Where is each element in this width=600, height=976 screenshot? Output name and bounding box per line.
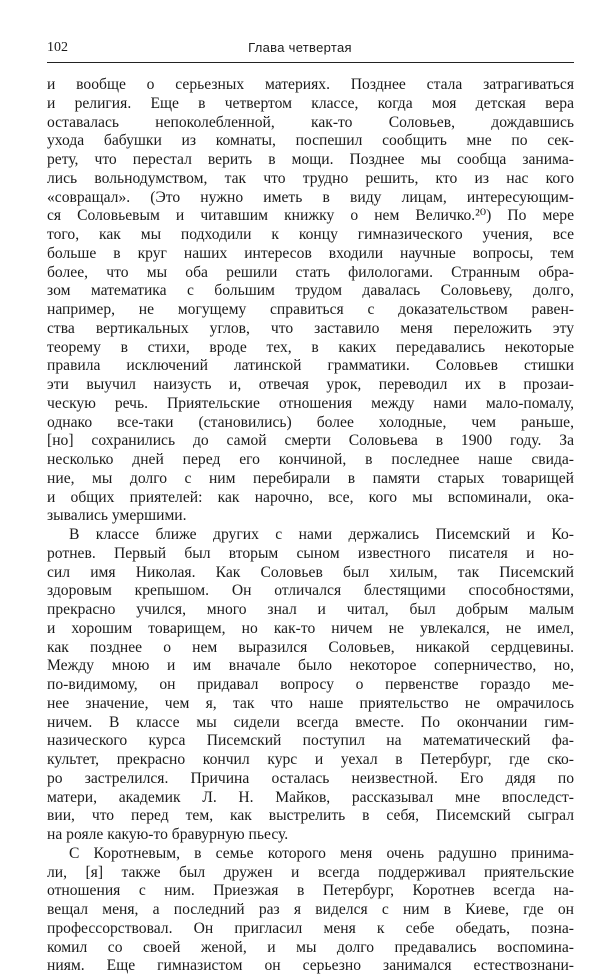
text-line: ухода бабушки из комнаты, поспешил сообщить мне по сек- [47, 132, 574, 150]
page-number: 102 [47, 40, 68, 55]
text-line: больше в круг наших интересов входили научные вопросы, тем [47, 244, 574, 262]
text-line: С Коротневым, в семье которого меня очень радушно принима- [69, 844, 574, 862]
text-line: ческую речь. Приятельские отношения между нами мало-помалу, [47, 394, 574, 412]
text-line: и религия. Еще в четвертом классе, когда моя детская вера [47, 94, 574, 112]
text-line: эти выучил наизусть и, отвечая урок, переводил их в прозаи- [47, 376, 574, 393]
text-line: более, что мы оба решили стать филологами. Странным обра- [47, 263, 574, 281]
text-line: прекрасно учился, много знал и читал, был добрым малым [47, 601, 574, 618]
text-line: ся Соловьевым и читавшим книжку о нем Величко.²⁰) По мере [47, 207, 574, 225]
running-header: Глава четвертая [248, 40, 352, 55]
text-line: здоровым крепышом. Он отличался блестящими способностями, [47, 582, 574, 600]
text-line: несколько дней перед его кончиной, в последнее наше свида- [47, 451, 574, 468]
paragraph [47, 526, 574, 845]
text-line: назического курса Писемский поступил на математический фа- [47, 732, 574, 750]
text-line: В классе ближе других с нами держались Писемский и Ко- [69, 526, 574, 543]
text-line: оставалась непоколебленной, как-то Соловьев, дождавшись [47, 113, 574, 131]
text-line: лись вольнодумством, так что трудно решить, кто из нас кого [47, 169, 574, 187]
text-line: и вообще о серьезных материях. Позднее стала затрагиваться [47, 76, 574, 93]
text-line: сил имя Николая. Как Соловьев был хилым, так Писемский [47, 563, 574, 581]
text-line: нее значение, чем я, так что наше приятельство не омрачилось [47, 694, 574, 712]
text-line: ства вертикальных углов, что заставило меня переложить эту [47, 319, 574, 337]
text-line: например, не могущему справиться с доказательством равен- [47, 301, 574, 318]
paragraph [47, 76, 574, 526]
text-line: Между мною и им вначале было некоторое соперничество, но, [47, 657, 574, 675]
text-line: ниям. Еще гимназистом он серьезно занимался естествознани- [47, 957, 574, 975]
text-line: и общих приятелей: как нарочно, все, кого мы вспоминали, ока- [47, 488, 574, 506]
text-line: профессорствовал. Он пригласил меня к себе обедать, позна- [47, 919, 574, 937]
text-line: ротнев. Первый был вторым сыном известного писателя и но- [47, 544, 574, 562]
text-line: как позднее о нем выразился Соловьев, никакой сердцевины. [47, 638, 574, 656]
text-line: и хорошим товарищем, но как-то ничем не увлекался, не имел, [47, 619, 574, 637]
text-line: зом математика с большим трудом давалась Соловьеву, долго, [47, 282, 574, 300]
header-rule [47, 62, 574, 63]
text-line: ро застрелился. Причина осталась неизвестной. Его дядя по [47, 769, 574, 787]
text-line: рету, что перестал верить в мощи. Позднее мы сообща занима- [47, 151, 574, 168]
text-line: ничем. В классе мы сидели всегда вместе. По окончании гим- [47, 713, 574, 731]
text-line: того, как мы подходили к концу гимназического учения, все [47, 226, 574, 243]
paragraph [47, 845, 574, 976]
text-line: [но] сохранились до самой смерти Соловьева в 1900 году. За [47, 432, 574, 450]
text-line: зывались умершими. [47, 507, 187, 525]
text-line: «совращал». (Это нужно иметь в виду лицам, интересующим- [47, 188, 574, 206]
page-body [47, 76, 574, 976]
text-line: вещал меня, а последний раз я виделся с ним в Киеве, где он [47, 901, 574, 918]
text-line: ние, мы долго с ним перебирали в памяти старых товарищей [47, 469, 574, 487]
text-line: ли, [я] также был дружен и всегда поддерживал приятельские [47, 863, 574, 881]
text-line: вии, что перед тем, как выстрелить в себя, Писемский сыграл [47, 807, 574, 825]
text-line: на рояле какую-то бравурную пьесу. [47, 826, 289, 843]
text-line: теорему в стихи, вроде тех, в каких передавались некоторые [47, 338, 574, 356]
text-line: по-видимому, он придавал вопросу о первенстве гораздо ме- [47, 676, 574, 693]
text-line: культет, прекрасно кончил курс и уехал в Петербург, где ско- [47, 751, 574, 768]
text-line: однако все-таки (становились) более холодные, чем раньше, [47, 413, 574, 431]
text-line: отношения с ним. Приезжая в Петербург, Коротнев всегда на- [47, 882, 574, 900]
text-line: комил со своей женой, и мы долго предавались воспомина- [47, 938, 574, 956]
text-line: правила исключений латинской грамматики. Соловьев стишки [47, 357, 574, 375]
text-line: матери, академик Л. Н. Майков, рассказывал мне впоследст- [47, 788, 574, 806]
